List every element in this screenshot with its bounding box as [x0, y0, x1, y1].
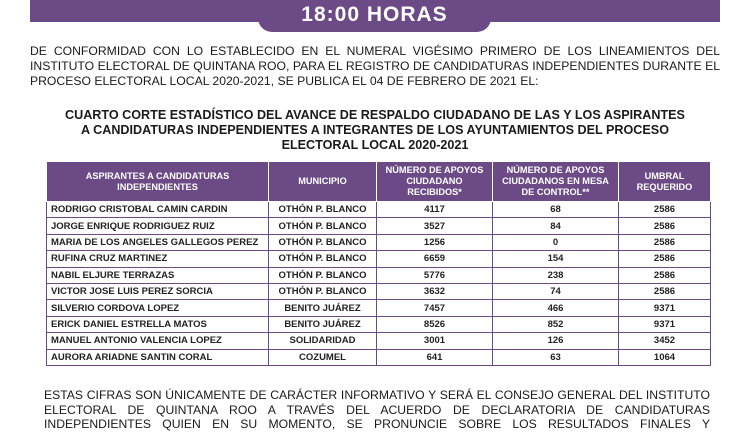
time-label: 18:00 HORAS	[258, 0, 491, 32]
aspirant-name-cell: MANUEL ANTONIO VALENCIA LOPEZ	[47, 333, 269, 349]
aspirant-name-cell: ERICK DANIEL ESTRELLA MATOS	[47, 316, 269, 332]
aspirant-name-cell: RODRIGO CRISTOBAL CAMIN CARDIN	[47, 202, 269, 218]
municipio-cell: OTHÓN P. BLANCO	[269, 283, 377, 299]
municipio-cell: OTHÓN P. BLANCO	[269, 202, 377, 218]
umbral-requerido-cell: 2586	[619, 202, 711, 218]
header-apoyos-mesa-control: NÚMERO DE APOYOS CIUDADANOS EN MESA DE CONTROL**	[493, 162, 619, 202]
umbral-requerido-cell: 1064	[619, 349, 711, 365]
header-aspirantes: ASPIRANTES A CANDIDATURAS INDEPENDIENTES	[47, 162, 269, 202]
apoyos-mesa-control-cell: 63	[493, 349, 619, 365]
candidates-table	[46, 161, 711, 366]
table-row	[47, 283, 711, 299]
intro-paragraph: DE CONFORMIDAD CON LO ESTABLECIDO EN EL NUMERAL VIGÉSIMO PRIMERO DE LOS LINEAMIENTOS DEL INSTITUTO ELECTORAL DE QUINTANA ROO, PARA EL REGISTRO DE CANDIDATURAS INDEPENDIENTES DURANTE EL PROCESO ELECTORAL LOCAL 2020-2021, SE PUBLICA EL 04 DE FEBRERO DE 2021 EL:	[30, 44, 720, 88]
table-row	[47, 333, 711, 349]
apoyos-mesa-control-cell: 0	[493, 234, 619, 250]
apoyos-recibidos-cell: 3632	[377, 283, 493, 299]
apoyos-recibidos-cell: 4117	[377, 202, 493, 218]
municipio-cell: OTHÓN P. BLANCO	[269, 218, 377, 234]
footer-paragraph: ESTAS CIFRAS SON ÚNICAMENTE DE CARÁCTER INFORMATIVO Y SERÁ EL CONSEJO GENERAL DEL INSTITUTO ELECTORAL DE QUINTANA ROO A TRAVÉS DEL ACUERDO DE DECLARATORIA DE CANDIDATURAS INDEPENDIENTES QUIEN EN SU MOMENTO, SE PRONUNCIE SOBRE LOS RESULTADOS FINALES Y	[44, 388, 710, 431]
umbral-requerido-cell: 9371	[619, 316, 711, 332]
municipio-cell: SOLIDARIDAD	[269, 333, 377, 349]
apoyos-recibidos-cell: 8526	[377, 316, 493, 332]
header-apoyos-recibidos: NÚMERO DE APOYOS CIUDADANO RECIBIDOS*	[377, 162, 493, 202]
apoyos-recibidos-cell: 3527	[377, 218, 493, 234]
apoyos-recibidos-cell: 5776	[377, 267, 493, 283]
header-municipio: MUNICIPIO	[269, 162, 377, 202]
table-row	[47, 267, 711, 283]
umbral-requerido-cell: 2586	[619, 283, 711, 299]
apoyos-mesa-control-cell: 68	[493, 202, 619, 218]
table-row	[47, 234, 711, 250]
umbral-requerido-cell: 2586	[619, 251, 711, 267]
table-row	[47, 251, 711, 267]
aspirant-name-cell: SILVERIO CORDOVA LOPEZ	[47, 300, 269, 316]
umbral-requerido-cell: 2586	[619, 234, 711, 250]
apoyos-recibidos-cell: 1256	[377, 234, 493, 250]
municipio-cell: OTHÓN P. BLANCO	[269, 267, 377, 283]
municipio-cell: BENITO JUÁREZ	[269, 300, 377, 316]
umbral-requerido-cell: 9371	[619, 300, 711, 316]
municipio-cell: OTHÓN P. BLANCO	[269, 251, 377, 267]
table-header-row	[47, 162, 711, 202]
aspirant-name-cell: VICTOR JOSE LUIS PEREZ SORCIA	[47, 283, 269, 299]
apoyos-recibidos-cell: 6659	[377, 251, 493, 267]
aspirant-name-cell: NABIL ELJURE TERRAZAS	[47, 267, 269, 283]
umbral-requerido-cell: 2586	[619, 267, 711, 283]
table-row	[47, 202, 711, 218]
header-umbral: UMBRAL REQUERIDO	[619, 162, 711, 202]
municipio-cell: OTHÓN P. BLANCO	[269, 234, 377, 250]
apoyos-mesa-control-cell: 126	[493, 333, 619, 349]
apoyos-mesa-control-cell: 238	[493, 267, 619, 283]
umbral-requerido-cell: 2586	[619, 218, 711, 234]
apoyos-mesa-control-cell: 154	[493, 251, 619, 267]
apoyos-mesa-control-cell: 74	[493, 283, 619, 299]
report-heading: CUARTO CORTE ESTADÍSTICO DEL AVANCE DE RESPALDO CIUDADANO DE LAS Y LOS ASPIRANTES A CANDIDATURAS INDEPENDIENTES A INTEGRANTES DE LOS AYUNTAMIENTOS DEL PROCESO ELECTORAL LOCAL 2020-2021	[65, 108, 685, 152]
aspirant-name-cell: JORGE ENRIQUE RODRIGUEZ RUIZ	[47, 218, 269, 234]
apoyos-recibidos-cell: 3001	[377, 333, 493, 349]
table-row	[47, 316, 711, 332]
apoyos-recibidos-cell: 641	[377, 349, 493, 365]
apoyos-mesa-control-cell: 466	[493, 300, 619, 316]
apoyos-recibidos-cell: 7457	[377, 300, 493, 316]
municipio-cell: BENITO JUÁREZ	[269, 316, 377, 332]
apoyos-mesa-control-cell: 852	[493, 316, 619, 332]
aspirant-name-cell: MARIA DE LOS ANGELES GALLEGOS PEREZ	[47, 234, 269, 250]
aspirant-name-cell: RUFINA CRUZ MARTINEZ	[47, 251, 269, 267]
table-row	[47, 300, 711, 316]
municipio-cell: COZUMEL	[269, 349, 377, 365]
aspirant-name-cell: AURORA ARIADNE SANTIN CORAL	[47, 349, 269, 365]
apoyos-mesa-control-cell: 84	[493, 218, 619, 234]
table-row	[47, 349, 711, 365]
umbral-requerido-cell: 3452	[619, 333, 711, 349]
table-row	[47, 218, 711, 234]
